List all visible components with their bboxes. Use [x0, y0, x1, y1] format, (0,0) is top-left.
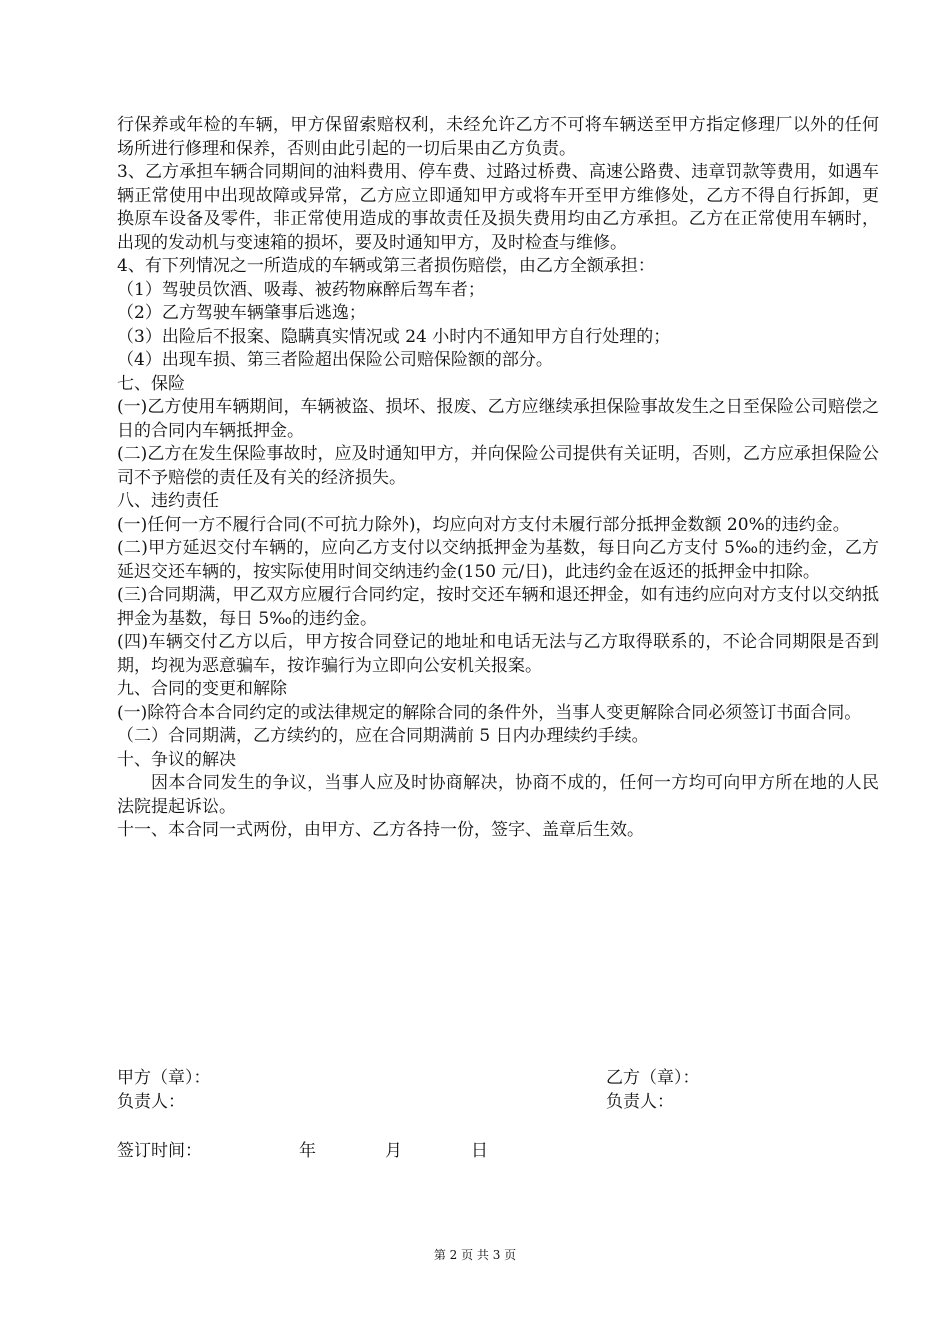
sign-day-label: 日 — [471, 1141, 488, 1161]
paragraph-modification-1: (一)除符合本合同约定的或法律规定的解除合同的条件外，当事人变更解除合同必须签订书面合同。 — [117, 702, 862, 723]
paragraph-clause-4-item-3: （3）出险后不报案、隐瞒真实情况或 24 小时内不通知甲方自行处理的； — [117, 326, 671, 347]
paragraph-liability-1: (一)任何一方不履行合同(不可抗力除外)，均应向对方支付未履行部分抵押金数额 20%的违约金。 — [117, 514, 850, 535]
party-b-person-label: 负责人： — [606, 1092, 674, 1112]
sign-year-label: 年 — [299, 1141, 316, 1161]
section-heading-modification: 九、合同的变更和解除 — [117, 679, 287, 699]
section-heading-insurance: 七、保险 — [117, 373, 185, 394]
paragraph-liability-2: (二)甲方延迟交付车辆的，应向乙方支付以交纳抵押金为基数，每日向乙方支付 5‰的违约金，乙方延迟交还车辆的，按实际使用时间交纳违约金(150 元/日)，此违约金在返还的抵押金中扣除。 — [117, 538, 879, 582]
paragraph-dispute: 因本合同发生的争议，当事人应及时协商解决，协商不成的，任何一方均可向甲方所在地的人民法院提起诉讼。 — [117, 773, 879, 817]
paragraph-clause-4-item-4: （4）出现车损、第三者险超出保险公司赔保险额的部分。 — [117, 350, 553, 370]
paragraph-clause-4-item-1: （1）驾驶员饮酒、吸毒、被药物麻醉后驾车者； — [117, 279, 485, 300]
page-number-footer: 第 2 页 共 3 页 — [433, 1248, 517, 1262]
party-a-person-label: 负责人： — [117, 1092, 185, 1112]
paragraph-modification-2: （二）合同期满，乙方续约的，应在合同期满前 5 日内办理续约手续。 — [117, 726, 649, 746]
section-heading-liability: 八、违约责任 — [117, 491, 219, 511]
paragraph-clause-4: 4、有下列情况之一所造成的车辆或第三者损伤赔偿，由乙方全额承担： — [117, 256, 655, 276]
paragraph-copies: 十一、本合同一式两份，由甲方、乙方各持一份，签字、盖章后生效。 — [117, 820, 644, 840]
paragraph-liability-4: (四)车辆交付乙方以后，甲方按合同登记的地址和电话无法与乙方取得联系的，不论合同期限是否到期，均视为恶意骗车，按诈骗行为立即向公安机关报案。 — [117, 632, 879, 676]
party-b-seal-label: 乙方（章）： — [606, 1068, 700, 1088]
paragraph-clause-4-item-2: （2）乙方驾驶车辆肇事后逃逸； — [117, 303, 366, 323]
paragraph-liability-3: (三)合同期满，甲乙双方应履行合同约定，按时交还车辆和退还押金，如有违约应向对方支付以交纳抵押金为基数，每日 5‰的违约金。 — [117, 585, 879, 629]
sign-month-label: 月 — [385, 1141, 402, 1161]
contract-body — [117, 114, 879, 843]
paragraph-insurance-2: (二)乙方在发生保险事故时，应及时通知甲方，并向保险公司提供有关证明，否则，乙方应承担保险公司不予赔偿的责任及有关的经济损失。 — [117, 444, 879, 488]
party-a-seal-label: 甲方（章）： — [117, 1068, 211, 1088]
paragraph-maintenance-clause: 行保养或年检的车辆，甲方保留索赔权利，未经允许乙方不可将车辆送至甲方指定修理厂以外的任何场所进行修理和保养，否则由此引起的一切后果由乙方负责。 — [117, 115, 879, 159]
paragraph-insurance-1: (一)乙方使用车辆期间，车辆被盗、损坏、报废、乙方应继续承担保险事故发生之日至保险公司赔偿之日的合同内车辆抵押金。 — [117, 397, 879, 441]
sign-time-label: 签订时间： — [117, 1141, 202, 1161]
section-heading-dispute: 十、争议的解决 — [117, 749, 236, 770]
paragraph-clause-3: 3、乙方承担车辆合同期间的油料费用、停车费、过路过桥费、高速公路费、违章罚款等费用，如遇车辆正常使用中出现故障或异常，乙方应立即通知甲方或将车开至甲方维修处，乙方不得自行拆卸，更换原车设备及零件，非正常使用造成的事故责任及损失费用均由乙方承担。乙方在正常使用车辆时，出现的发动机与变速箱的损坏，要及时通知甲方，及时检查与维修。 — [117, 162, 879, 253]
